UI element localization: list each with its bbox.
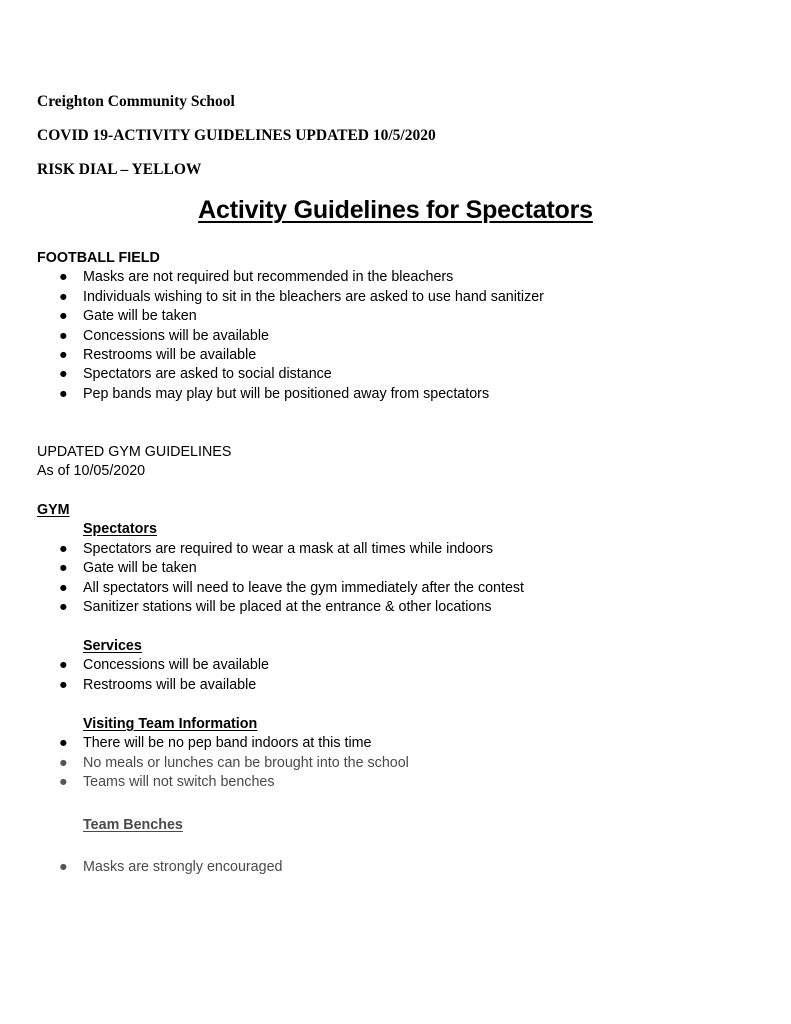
team-benches-subheading: Team Benches — [83, 817, 183, 833]
bullet-icon: ● — [59, 774, 68, 791]
bullet-icon: ● — [59, 598, 68, 615]
list-item: ● Individuals wishing to sit in the bleachers are asked to use hand sanitizer — [37, 288, 544, 307]
football-section — [37, 249, 544, 404]
list-item: ● Restrooms will be available — [37, 676, 269, 695]
spectators-subheading: Spectators — [83, 521, 157, 538]
list-item: ● Gate will be taken — [37, 559, 524, 578]
football-heading: FOOTBALL FIELD — [37, 250, 160, 266]
bullet-icon: ● — [59, 560, 68, 577]
list-item: ● Masks are not required but recommended in the bleachers — [37, 268, 544, 287]
guidelines-updated-line: COVID 19-ACTIVITY GUIDELINES UPDATED 10/5/2020 — [37, 127, 436, 144]
visiting-team-subheading: Visiting Team Information — [83, 716, 258, 732]
bullet-icon: ● — [59, 269, 68, 286]
bullet-icon: ● — [59, 327, 68, 344]
list-item: ● There will be no pep band indoors at this time — [37, 734, 409, 753]
gym-update-date: As of 10/05/2020 — [37, 463, 146, 480]
bullet-icon: ● — [59, 288, 68, 305]
services-list — [37, 656, 269, 695]
bullet-icon: ● — [59, 385, 68, 402]
list-item: ● Gate will be taken — [37, 307, 544, 326]
risk-dial-line: RISK DIAL – YELLOW — [37, 161, 202, 178]
list-item: ● Teams will not switch benches — [37, 773, 409, 792]
services-subheading: Services — [83, 638, 142, 654]
spectators-list — [37, 540, 524, 618]
gym-update-section — [37, 443, 231, 482]
gym-update-heading: UPDATED GYM GUIDELINES — [37, 444, 232, 460]
bullet-icon: ● — [59, 859, 68, 876]
list-item: ● Restrooms will be available — [37, 346, 544, 365]
bullet-icon: ● — [59, 366, 68, 383]
bullet-icon: ● — [59, 540, 68, 557]
bullet-icon: ● — [59, 735, 68, 752]
gym-heading: GYM — [37, 502, 70, 518]
visiting-team-list — [37, 734, 409, 792]
football-list — [37, 268, 544, 404]
list-item: ● All spectators will need to leave the gym immediately after the contest — [37, 579, 524, 598]
list-item: ● Spectators are required to wear a mask at all times while indoors — [37, 540, 524, 559]
bullet-icon: ● — [59, 657, 68, 674]
list-item: ● Masks are strongly encouraged — [37, 858, 282, 877]
list-item: ● Concessions will be available — [37, 327, 544, 346]
visiting-team-section — [37, 715, 409, 793]
list-item: ● Spectators are asked to social distance — [37, 365, 544, 384]
team-benches-section — [37, 816, 282, 878]
school-name: Creighton Community School — [37, 93, 235, 110]
bullet-icon: ● — [59, 579, 68, 596]
page-title: Activity Guidelines for Spectators — [198, 196, 593, 224]
list-item: ● Concessions will be available — [37, 656, 269, 675]
bullet-icon: ● — [59, 754, 68, 771]
list-item: ● No meals or lunches can be brought into the school — [37, 754, 409, 773]
team-benches-list — [37, 858, 282, 877]
list-item: ● Sanitizer stations will be placed at the entrance & other locations — [37, 598, 524, 617]
services-section — [37, 637, 269, 695]
gym-section — [37, 501, 524, 617]
bullet-icon: ● — [59, 676, 68, 693]
bullet-icon: ● — [59, 308, 68, 325]
list-item: ● Pep bands may play but will be positioned away from spectators — [37, 385, 544, 404]
bullet-icon: ● — [59, 346, 68, 363]
